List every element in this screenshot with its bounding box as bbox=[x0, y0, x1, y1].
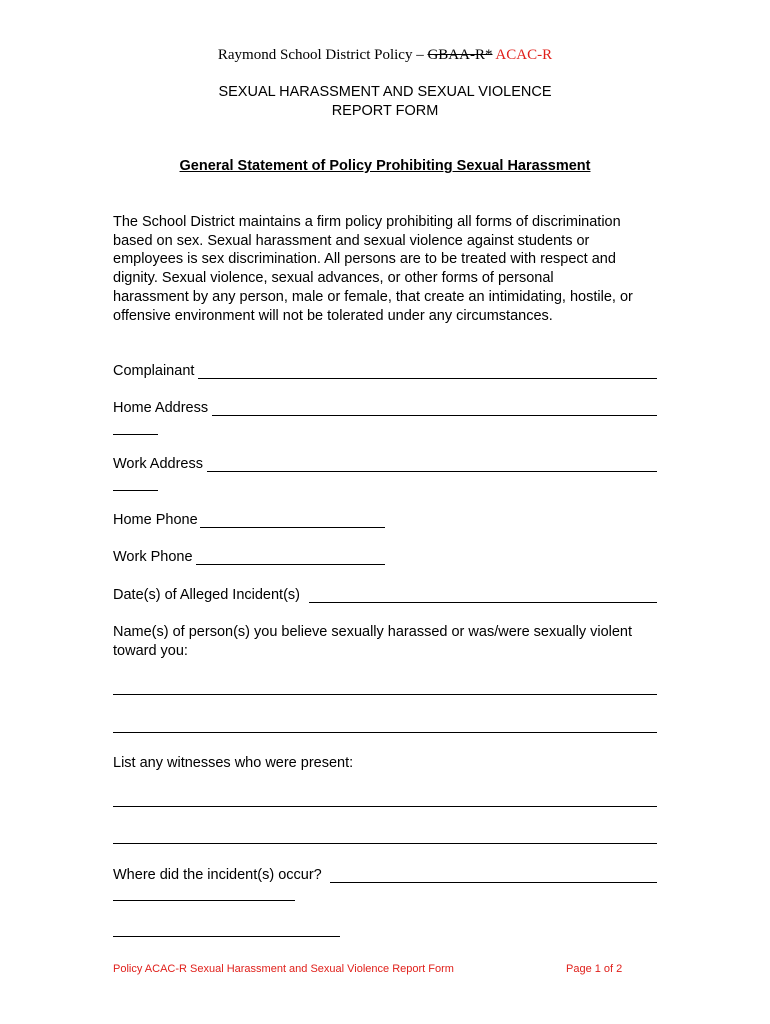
footer-form-name: Policy ACAC-R Sexual Harassment and Sexual Violence Report Form bbox=[113, 963, 454, 975]
policy-header bbox=[0, 47, 770, 64]
accused-persons-field-2[interactable] bbox=[113, 718, 657, 733]
policy-text-line: The School District maintains a firm policy prohibiting all forms of discrimination bbox=[113, 214, 621, 230]
incident-dates-label: Date(s) of Alleged Incident(s) bbox=[113, 587, 300, 603]
policy-text-line: harassment by any person, male or female, that create an intimidating, hostile, or bbox=[113, 288, 633, 305]
witnesses-field-1[interactable] bbox=[113, 792, 657, 807]
accused-persons-field-1[interactable] bbox=[113, 680, 657, 695]
accused-persons-label-continued: toward you: bbox=[113, 643, 188, 659]
home-address-label: Home Address bbox=[113, 400, 209, 416]
work-phone-label: Work Phone bbox=[113, 549, 193, 565]
form-title-line1: SEXUAL HARASSMENT AND SEXUAL VIOLENCE bbox=[218, 84, 552, 100]
footer-page-number: Page 1 of 2 bbox=[566, 963, 623, 975]
home-phone-label: Home Phone bbox=[113, 512, 198, 528]
work-address-field-continued[interactable] bbox=[113, 476, 158, 491]
policy-statement-heading: General Statement of Policy Prohibiting Sexual Harassment bbox=[179, 158, 591, 174]
work-phone-field[interactable] bbox=[196, 550, 385, 565]
policy-old-code: GBAA-R* bbox=[427, 47, 493, 63]
policy-header-prefix: Raymond School District Policy – bbox=[217, 47, 428, 63]
home-address-field-continued[interactable] bbox=[113, 420, 158, 435]
incident-dates-field[interactable] bbox=[309, 588, 657, 603]
incident-location-field-3[interactable] bbox=[113, 922, 340, 937]
policy-text-line: employees is sex discrimination. All persons are to be treated with respect and bbox=[113, 251, 616, 268]
form-title-line2: REPORT FORM bbox=[331, 103, 439, 119]
home-address-field[interactable] bbox=[212, 401, 657, 416]
policy-text-line: dignity. Sexual violence, sexual advances, or other forms of personal bbox=[113, 270, 554, 287]
accused-persons-label: Name(s) of person(s) you believe sexually harassed or was/were sexually violent bbox=[113, 624, 633, 640]
policy-text-line: offensive environment will not be tolerated under any circumstances. bbox=[113, 307, 553, 324]
complainant-field[interactable] bbox=[198, 364, 657, 379]
policy-new-code: ACAC-R bbox=[492, 47, 553, 63]
policy-statement-text bbox=[113, 213, 661, 325]
incident-location-field[interactable] bbox=[330, 868, 657, 883]
work-address-field[interactable] bbox=[207, 457, 657, 472]
policy-text-line: based on sex. Sexual harassment and sexual violence against students or bbox=[113, 232, 590, 249]
complainant-label: Complainant bbox=[113, 363, 195, 379]
work-address-label: Work Address bbox=[113, 456, 203, 472]
incident-location-field-2[interactable] bbox=[113, 886, 295, 901]
witnesses-field-2[interactable] bbox=[113, 829, 657, 844]
witnesses-label: List any witnesses who were present: bbox=[113, 755, 354, 771]
incident-location-label: Where did the incident(s) occur? bbox=[113, 867, 322, 883]
home-phone-field[interactable] bbox=[200, 513, 385, 528]
